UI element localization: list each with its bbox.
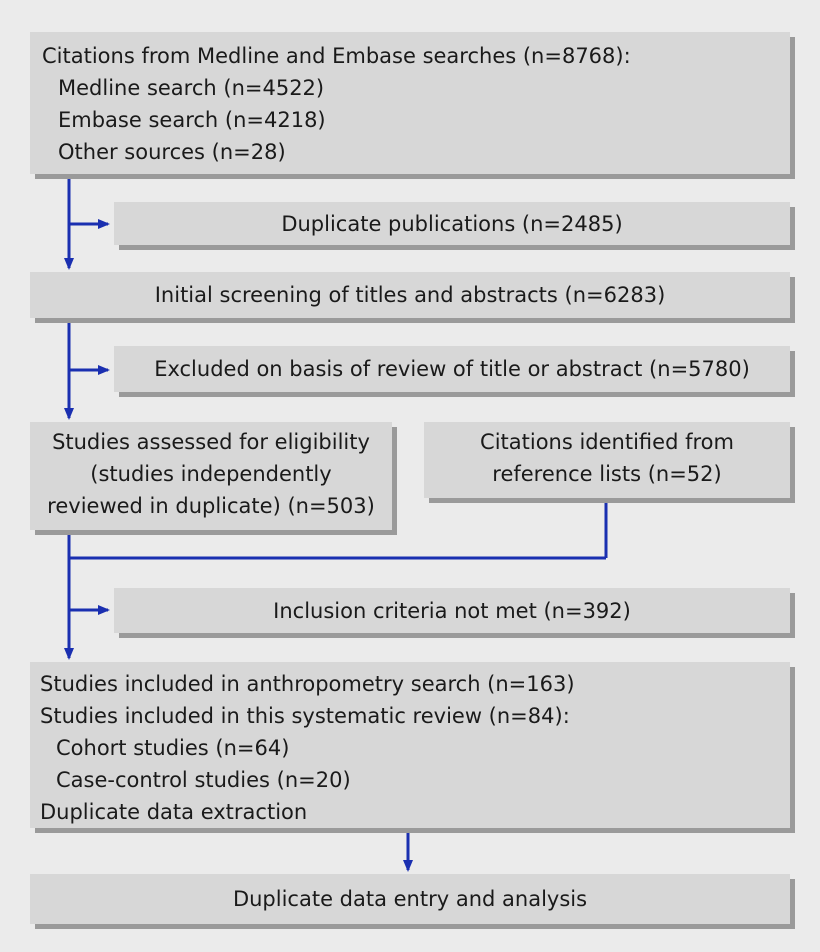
screening-box <box>30 272 790 318</box>
case-control-studies: Case-control studies (n=20) <box>56 768 351 792</box>
criteria-not-met-box <box>114 588 790 633</box>
other-sources: Other sources (n=28) <box>58 140 286 164</box>
included-anthropometry: Studies included in anthropometry search (n=163) <box>40 672 575 696</box>
screening-label: Initial screening of titles and abstracts (n=6283) <box>154 283 666 307</box>
excluded-label: Excluded on basis of review of title or abstract (n=5780) <box>154 357 750 381</box>
duplicate-extraction: Duplicate data extraction <box>40 800 308 824</box>
cohort-studies: Cohort studies (n=64) <box>56 736 290 760</box>
excluded-box <box>114 346 790 392</box>
citations-title: Citations from Medline and Embase searches (n=8768): <box>42 44 631 68</box>
reference-lists-box <box>424 422 790 498</box>
eligibility-line-1: Studies assessed for eligibility <box>52 430 370 454</box>
final-box <box>30 874 790 924</box>
eligibility-box <box>30 422 392 530</box>
embase-search: Embase search (n=4218) <box>58 108 326 132</box>
duplicates-label: Duplicate publications (n=2485) <box>281 211 623 236</box>
final-label: Duplicate data entry and analysis <box>232 887 588 911</box>
criteria-not-met-label: Inclusion criteria not met (n=392) <box>273 598 631 623</box>
eligibility-line-3: reviewed in duplicate) (n=503) <box>47 494 375 518</box>
citations-box <box>30 32 790 174</box>
reference-line-1: Citations identified from <box>480 430 734 454</box>
included-box <box>30 662 790 828</box>
eligibility-line-2: (studies independently <box>90 462 332 486</box>
included-review: Studies included in this systematic review (n=84): <box>40 704 570 728</box>
reference-line-2: reference lists (n=52) <box>492 462 722 486</box>
duplicates-box <box>114 202 790 245</box>
medline-search: Medline search (n=4522) <box>58 76 325 100</box>
